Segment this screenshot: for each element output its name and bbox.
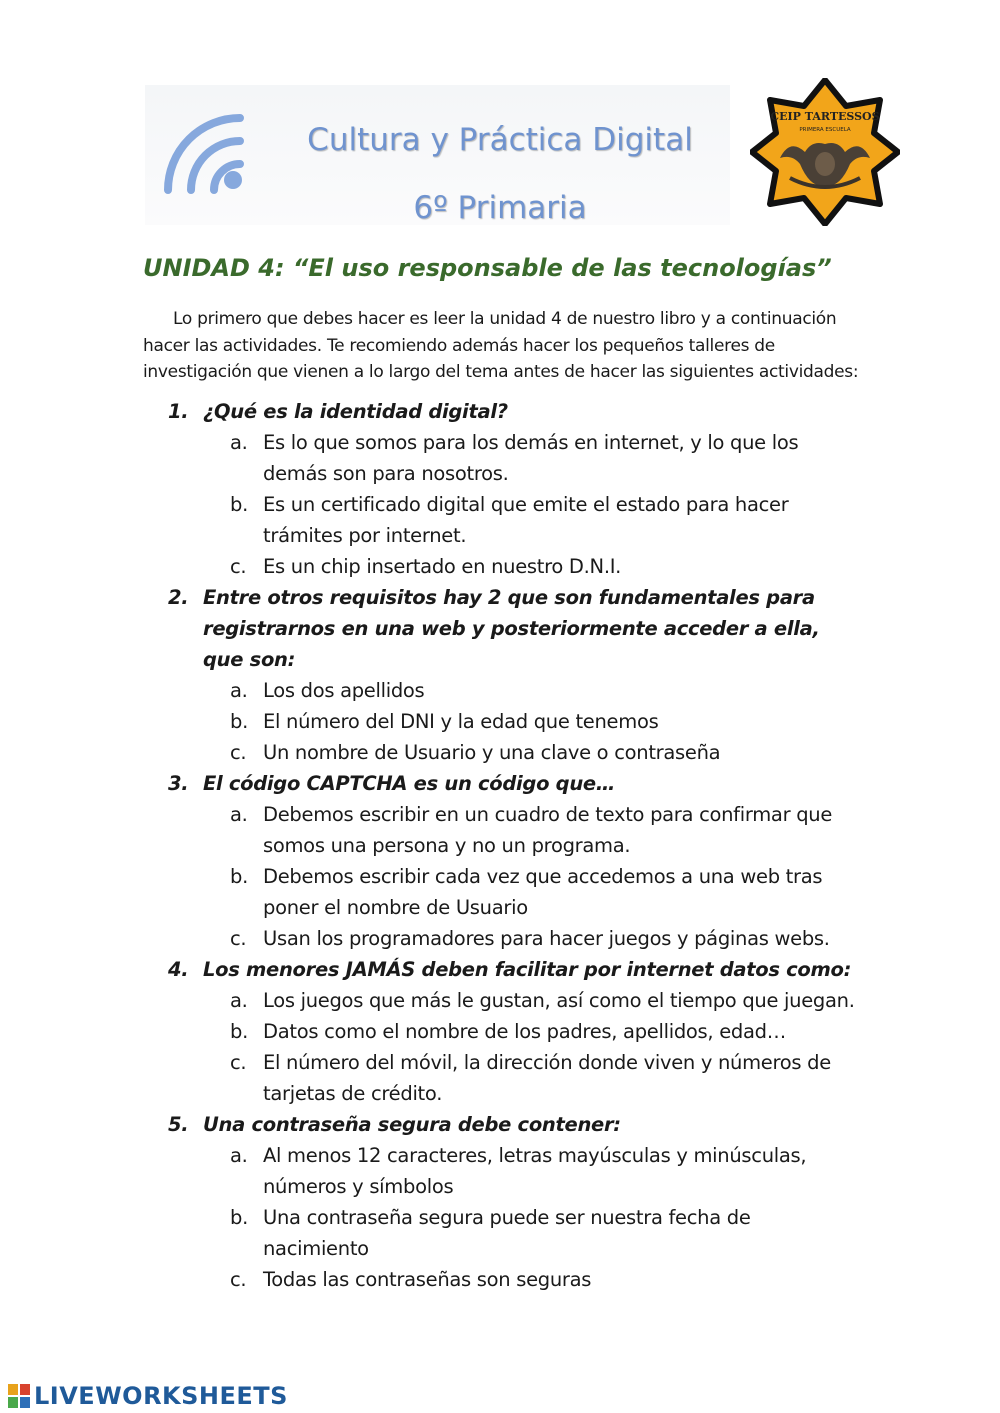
- question-text: El código CAPTCHA es un código que…: [203, 772, 616, 795]
- option-c: [230, 1047, 868, 1109]
- question-5: [168, 1109, 868, 1295]
- option-letter: a.: [230, 431, 248, 454]
- option-letter: a.: [230, 803, 248, 826]
- option-c: [230, 923, 868, 954]
- option-letter: c.: [230, 1268, 247, 1291]
- question-number: 4.: [168, 958, 189, 981]
- option-text: Al menos 12 caracteres, letras mayúsculas y minúsculas, números y símbolos: [263, 1144, 807, 1198]
- intro-paragraph: Lo primero que debes hacer es leer la unidad 4 de nuestro libro y a continuación hacer las actividades. Te recomiendo además hacer los pequeños talleres de investigación que vienen a lo largo del tema antes de hacer las siguientes actividades:: [143, 309, 859, 382]
- option-letter: c.: [230, 1051, 247, 1074]
- option-text: Una contraseña segura puede ser nuestra fecha de nacimiento: [263, 1206, 751, 1260]
- option-text: El número del móvil, la dirección donde viven y números de tarjetas de crédito.: [263, 1051, 831, 1105]
- option-letter: b.: [230, 1020, 248, 1043]
- option-text: Los dos apellidos: [263, 679, 425, 702]
- option-a: [230, 675, 868, 706]
- question-text: Una contraseña segura debe contener:: [203, 1113, 621, 1136]
- option-text: Es un certificado digital que emite el estado para hacer trámites por internet.: [263, 493, 789, 547]
- question-text: ¿Qué es la identidad digital?: [203, 400, 508, 423]
- option-a: [230, 985, 868, 1016]
- option-letter: c.: [230, 741, 247, 764]
- page-title: Cultura y Práctica Digital: [307, 122, 693, 158]
- option-b: [230, 706, 868, 737]
- option-c: [230, 1264, 868, 1295]
- option-letter: a.: [230, 679, 248, 702]
- option-a: [230, 799, 868, 861]
- liveworksheets-logo[interactable]: [8, 1382, 288, 1410]
- option-text: El número del DNI y la edad que tenemos: [263, 710, 659, 733]
- option-text: Usan los programadores para hacer juegos y páginas webs.: [263, 927, 830, 950]
- questions-list: [168, 396, 868, 1295]
- liveworksheets-mark-icon: [8, 1384, 30, 1408]
- option-text: Un nombre de Usuario y una clave o contraseña: [263, 741, 721, 764]
- option-letter: c.: [230, 927, 247, 950]
- question-number: 5.: [168, 1113, 189, 1136]
- question-text: Los menores JAMÁS deben facilitar por internet datos como:: [203, 958, 852, 981]
- option-letter: b.: [230, 493, 248, 516]
- option-b: [230, 489, 868, 551]
- option-letter: b.: [230, 710, 248, 733]
- svg-text:CEIP TARTESSOS: CEIP TARTESSOS: [770, 110, 880, 123]
- option-text: Debemos escribir cada vez que accedemos a una web tras poner el nombre de Usuario: [263, 865, 823, 919]
- option-c: [230, 737, 868, 768]
- wifi-icon: [158, 108, 248, 198]
- option-c: [230, 551, 868, 582]
- option-a: [230, 427, 868, 489]
- liveworksheets-brand: LIVEWORKSHEETS: [34, 1382, 288, 1410]
- question-number: 2.: [168, 586, 189, 609]
- option-letter: a.: [230, 989, 248, 1012]
- school-logo: [750, 78, 900, 226]
- question-4: [168, 954, 868, 1109]
- question-1: [168, 396, 868, 582]
- option-letter: c.: [230, 555, 247, 578]
- option-a: [230, 1140, 868, 1202]
- option-text: Debemos escribir en un cuadro de texto para confirmar que somos una persona y no un programa.: [263, 803, 833, 857]
- question-number: 3.: [168, 772, 189, 795]
- option-text: Los juegos que más le gustan, así como el tiempo que juegan.: [263, 989, 855, 1012]
- option-b: [230, 1016, 868, 1047]
- svg-text:PRIMERA ESCUELA: PRIMERA ESCUELA: [799, 127, 851, 133]
- option-letter: b.: [230, 865, 248, 888]
- option-text: Datos como el nombre de los padres, apellidos, edad…: [263, 1020, 786, 1043]
- option-text: Todas las contraseñas son seguras: [263, 1268, 592, 1291]
- option-text: Es lo que somos para los demás en internet, y lo que los demás son para nosotros.: [263, 431, 799, 485]
- page-subtitle: 6º Primaria: [413, 190, 587, 226]
- question-text: Entre otros requisitos hay 2 que son fundamentales para registrarnos en una web y posteriormente acceder a ella, que son:: [203, 586, 820, 671]
- option-letter: b.: [230, 1206, 248, 1229]
- option-b: [230, 1202, 868, 1264]
- question-3: [168, 768, 868, 954]
- option-b: [230, 861, 868, 923]
- question-number: 1.: [168, 400, 189, 423]
- question-2: [168, 582, 868, 768]
- unit-title: UNIDAD 4: “El uso responsable de las tecnologías”: [143, 254, 832, 282]
- option-text: Es un chip insertado en nuestro D.N.I.: [263, 555, 622, 578]
- option-letter: a.: [230, 1144, 248, 1167]
